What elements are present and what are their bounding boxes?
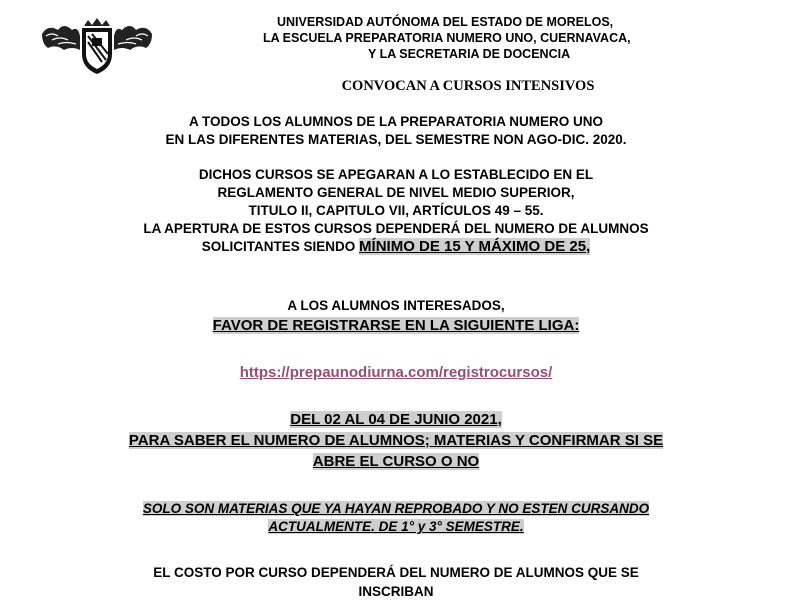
register-intro: A LOS ALUMNOS INTERESADOS, bbox=[287, 298, 505, 313]
register-instruction bbox=[0, 317, 792, 334]
note-paragraph bbox=[0, 500, 792, 536]
intro-line-2: EN LAS DIFERENTES MATERIAS, DEL SEMESTRE NON AGO-DIC. 2020. bbox=[165, 132, 627, 147]
dates-line-1: DEL 02 AL 04 DE JUNIO 2021, bbox=[290, 411, 502, 428]
header-line-2: LA ESCUELA PREPARATORIA NUMERO UNO, CUERNAVACA, bbox=[263, 31, 631, 45]
dates-paragraph bbox=[0, 409, 792, 472]
rules-line-5-prefix: SOLICITANTES SIENDO bbox=[201, 239, 360, 254]
university-seal-logo bbox=[38, 16, 156, 76]
intro-paragraph bbox=[0, 113, 792, 149]
cost-line-2: INSCRIBAN bbox=[358, 584, 434, 599]
dates-line-3: ABRE EL CURSO O NO bbox=[312, 453, 480, 470]
rules-line-2: REGLAMENTO GENERAL DE NIVEL MEDIO SUPERIOR, bbox=[217, 185, 575, 200]
registration-link-text[interactable]: https://prepaunodiurna.com/registrocursos/ bbox=[239, 364, 553, 381]
header-line-3: Y LA SECRETARIA DE DOCENCIA bbox=[368, 47, 571, 61]
header-line-1: UNIVERSIDAD AUTÓNOMA DEL ESTADO DE MORELOS, bbox=[277, 15, 614, 29]
intro-line-1: A TODOS LOS ALUMNOS DE LA PREPARATORIA NUMERO UNO bbox=[188, 114, 603, 129]
registration-link[interactable] bbox=[0, 364, 792, 381]
note-line-1: SOLO SON MATERIAS QUE YA HAYAN REPROBADO Y NO ESTEN CURSANDO bbox=[142, 501, 650, 516]
cost-line-1: EL COSTO POR CURSO DEPENDERÁ DEL NUMERO DE ALUMNOS QUE SE bbox=[153, 565, 639, 580]
rules-paragraph bbox=[0, 166, 792, 256]
rules-line-1: DICHOS CURSOS SE APEGARAN A LO ESTABLECIDO EN EL bbox=[198, 167, 594, 182]
capacity-highlight: MÍNIMO DE 15 Y MÁXIMO DE 25, bbox=[359, 238, 591, 255]
institution-header bbox=[200, 14, 740, 62]
rules-line-4: LA APERTURA DE ESTOS CURSOS DEPENDERÁ DEL NUMERO DE ALUMNOS bbox=[143, 221, 649, 236]
rules-line-3: TITULO II, CAPITULO VII, ARTÍCULOS 49 – 55. bbox=[248, 203, 544, 218]
note-line-2: ACTUALMENTE. DE 1° y 3° SEMESTRE. bbox=[268, 519, 524, 534]
cost-paragraph bbox=[0, 563, 792, 601]
dates-line-2: PARA SABER EL NUMERO DE ALUMNOS; MATERIAS Y CONFIRMAR SI SE bbox=[128, 432, 664, 449]
document-title: CONVOCAN A CURSOS INTENSIVOS bbox=[341, 78, 595, 94]
register-instruction-text: FAVOR DE REGISTRARSE EN LA SIGUIENTE LIGA: bbox=[212, 317, 580, 334]
